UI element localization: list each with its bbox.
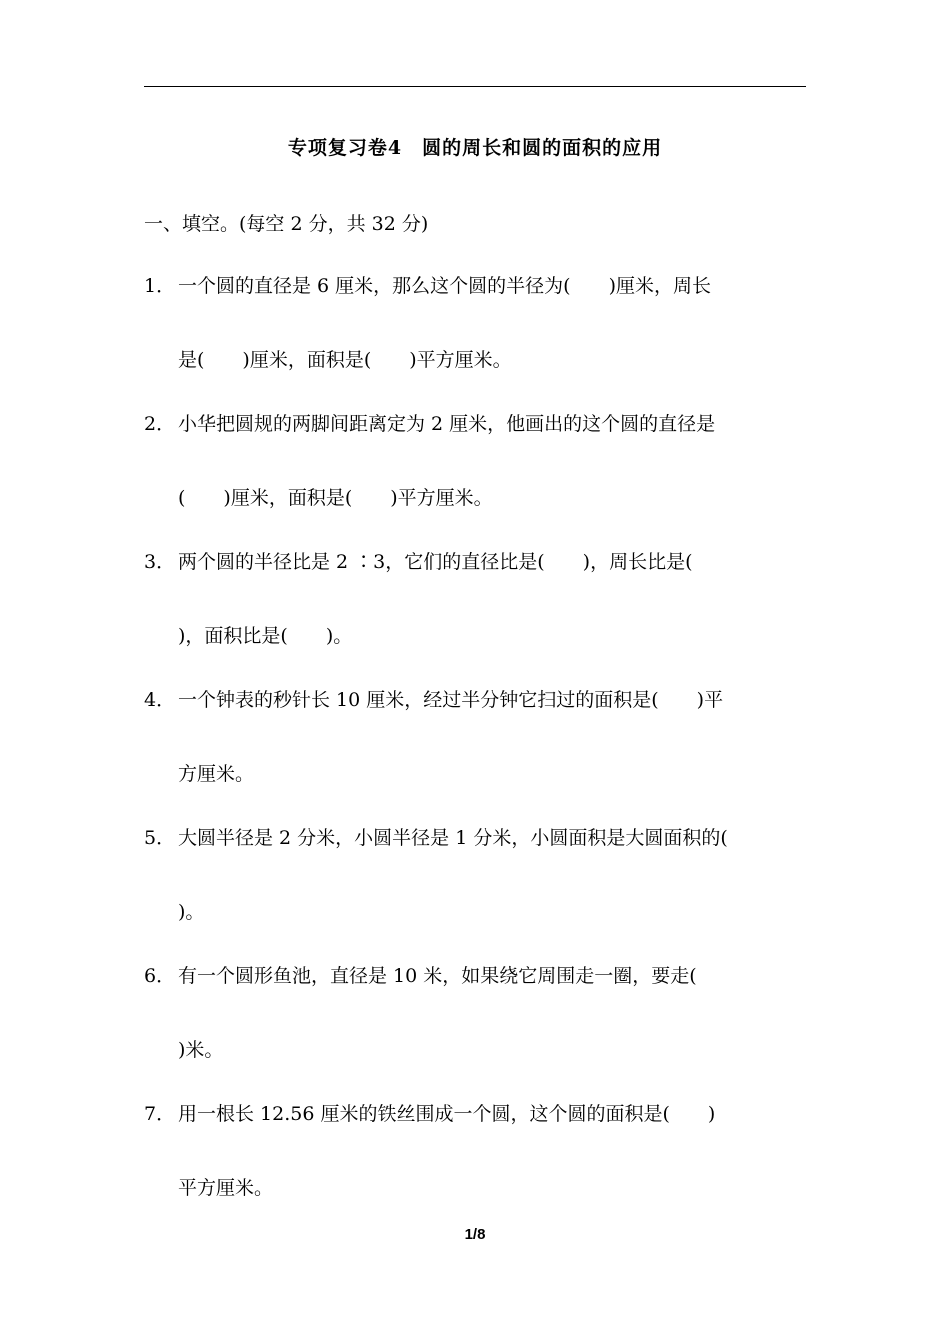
question-text: 一个钟表的秒针长 10 厘米，经过半分钟它扫过的面积是( )平 <box>178 689 724 711</box>
question-2-continuation: ( )厘米，面积是( )平方厘米。 <box>178 487 493 509</box>
question-number: 2． <box>144 413 176 435</box>
question-4-continuation: 方厘米。 <box>178 763 255 785</box>
question-5 <box>144 826 806 850</box>
question-1-continuation: 是( )厘米，面积是( )平方厘米。 <box>178 349 512 371</box>
page-title: 专项复习卷4 圆的周长和圆的面积的应用 <box>287 137 663 159</box>
question-3 <box>144 550 806 574</box>
question-number: 1． <box>144 275 176 297</box>
question-7 <box>144 1102 806 1126</box>
question-text: 一个圆的直径是 6 厘米，那么这个圆的半径为( )厘米，周长 <box>178 275 711 297</box>
question-4 <box>144 688 806 712</box>
question-number: 3． <box>144 551 176 573</box>
question-text: 有一个圆形鱼池，直径是 10 米，如果绕它周围走一圈，要走( <box>178 965 697 987</box>
page-number: 1/8 <box>464 1226 486 1243</box>
question-number: 7． <box>144 1103 176 1125</box>
question-number: 5． <box>144 827 176 849</box>
question-6-continuation: )米。 <box>178 1039 224 1061</box>
question-text: 大圆半径是 2 分米，小圆半径是 1 分米，小圆面积是大圆面积的( <box>178 827 728 849</box>
section-heading: 一、填空。(每空 2 分，共 32 分) <box>144 213 429 235</box>
question-number: 6． <box>144 965 176 987</box>
top-rule <box>144 86 806 87</box>
question-text: 用一根长 12.56 厘米的铁丝围成一个圆，这个圆的面积是( ) <box>178 1103 716 1125</box>
question-number: 4． <box>144 689 176 711</box>
question-2 <box>144 412 806 436</box>
question-1 <box>144 274 806 298</box>
question-6 <box>144 964 806 988</box>
question-text: 两个圆的半径比是 2 ∶3，它们的直径比是( )，周长比是( <box>178 551 693 573</box>
question-text: 小华把圆规的两脚间距离定为 2 厘米，他画出的这个圆的直径是 <box>178 413 716 435</box>
question-7-continuation: 平方厘米。 <box>178 1177 274 1199</box>
question-3-continuation: )，面积比是( )。 <box>178 625 353 647</box>
question-5-continuation: )。 <box>178 901 205 923</box>
